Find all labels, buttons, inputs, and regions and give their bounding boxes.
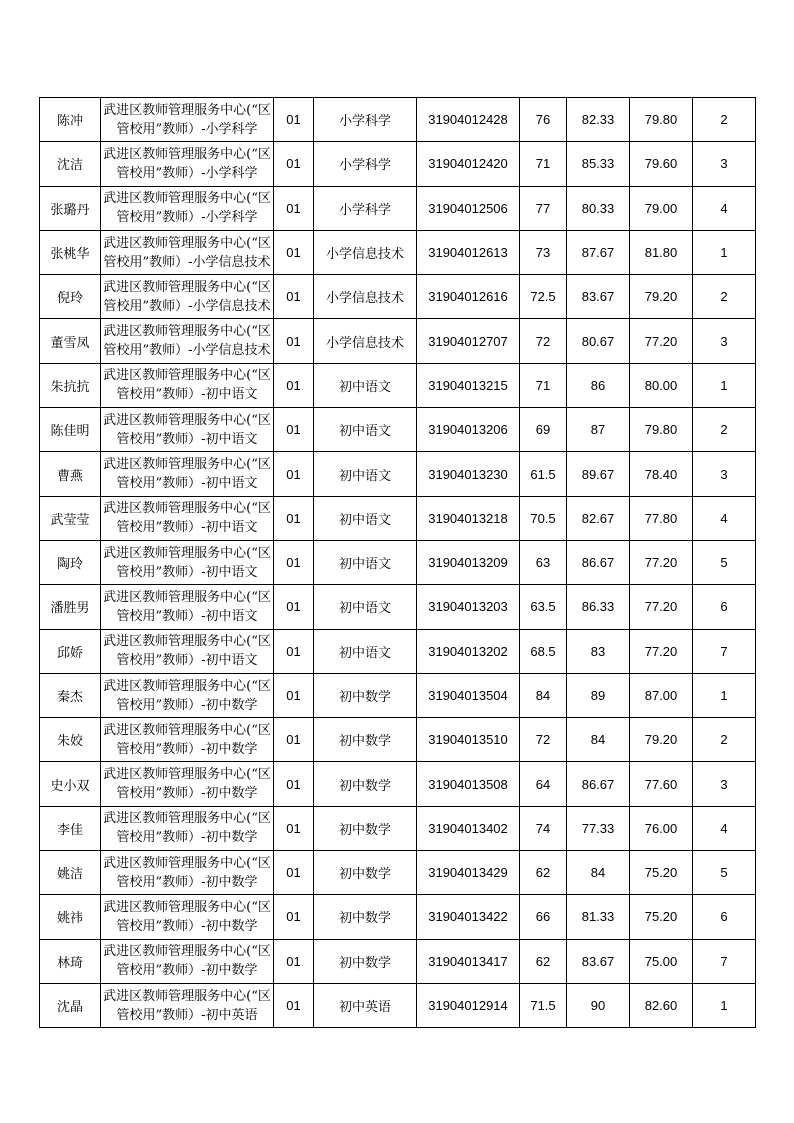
position-code: 01 [274, 806, 314, 850]
position-code: 01 [274, 186, 314, 230]
interview-score: 86.67 [567, 540, 630, 584]
table-row [40, 275, 756, 319]
exam-number: 31904012616 [417, 275, 520, 319]
position-subject: 初中数学 [314, 806, 417, 850]
employer-unit: 武进区教师管理服务中心(“区管校用”教师）-初中数学 [101, 939, 274, 983]
employer-unit: 武进区教师管理服务中心(“区管校用”教师）-初中数学 [101, 762, 274, 806]
rank: 4 [693, 186, 756, 230]
written-score: 71.5 [520, 983, 567, 1027]
employer-unit: 武进区教师管理服务中心(“区管校用”教师）-初中英语 [101, 983, 274, 1027]
exam-number: 31904012707 [417, 319, 520, 363]
position-subject: 初中数学 [314, 673, 417, 717]
position-code: 01 [274, 319, 314, 363]
table-row [40, 851, 756, 895]
position-subject: 初中数学 [314, 718, 417, 762]
candidate-name: 陈冲 [40, 98, 101, 142]
table-row [40, 496, 756, 540]
interview-score: 89.67 [567, 452, 630, 496]
table-row [40, 806, 756, 850]
written-score: 71 [520, 363, 567, 407]
rank: 1 [693, 673, 756, 717]
position-subject: 初中数学 [314, 762, 417, 806]
total-score: 81.80 [630, 230, 693, 274]
total-score: 77.60 [630, 762, 693, 806]
table-row [40, 98, 756, 142]
interview-score: 80.67 [567, 319, 630, 363]
table-row [40, 186, 756, 230]
position-code: 01 [274, 762, 314, 806]
total-score: 79.20 [630, 718, 693, 762]
interview-score: 77.33 [567, 806, 630, 850]
employer-unit: 武进区教师管理服务中心(“区管校用”教师）-小学信息技术 [101, 275, 274, 319]
candidate-name: 张璐丹 [40, 186, 101, 230]
exam-number: 31904012914 [417, 983, 520, 1027]
position-subject: 小学信息技术 [314, 275, 417, 319]
interview-score: 80.33 [567, 186, 630, 230]
exam-number: 31904013218 [417, 496, 520, 540]
position-code: 01 [274, 452, 314, 496]
rank: 5 [693, 851, 756, 895]
position-subject: 小学信息技术 [314, 319, 417, 363]
interview-score: 89 [567, 673, 630, 717]
interview-score: 81.33 [567, 895, 630, 939]
rank: 2 [693, 275, 756, 319]
table-row [40, 629, 756, 673]
rank: 4 [693, 806, 756, 850]
employer-unit: 武进区教师管理服务中心(“区管校用”教师）-初中语文 [101, 496, 274, 540]
candidate-name: 沈晶 [40, 983, 101, 1027]
exam-number: 31904013422 [417, 895, 520, 939]
interview-score: 86.33 [567, 585, 630, 629]
employer-unit: 武进区教师管理服务中心(“区管校用”教师）-初中数学 [101, 895, 274, 939]
written-score: 84 [520, 673, 567, 717]
interview-score: 84 [567, 851, 630, 895]
exam-number: 31904012420 [417, 142, 520, 186]
total-score: 75.20 [630, 895, 693, 939]
candidate-name: 朱姣 [40, 718, 101, 762]
rank: 2 [693, 718, 756, 762]
position-subject: 初中语文 [314, 408, 417, 452]
employer-unit: 武进区教师管理服务中心(“区管校用”教师）-小学科学 [101, 142, 274, 186]
exam-number: 31904012428 [417, 98, 520, 142]
table-row [40, 585, 756, 629]
candidate-name: 姚洁 [40, 851, 101, 895]
rank: 2 [693, 408, 756, 452]
total-score: 75.00 [630, 939, 693, 983]
exam-number: 31904013230 [417, 452, 520, 496]
rank: 5 [693, 540, 756, 584]
employer-unit: 武进区教师管理服务中心(“区管校用”教师）-小学科学 [101, 186, 274, 230]
candidate-name: 沈洁 [40, 142, 101, 186]
position-code: 01 [274, 363, 314, 407]
exam-number: 31904013429 [417, 851, 520, 895]
total-score: 77.20 [630, 585, 693, 629]
candidate-name: 董雪凤 [40, 319, 101, 363]
exam-number: 31904013504 [417, 673, 520, 717]
written-score: 69 [520, 408, 567, 452]
interview-score: 85.33 [567, 142, 630, 186]
candidate-name: 秦杰 [40, 673, 101, 717]
total-score: 80.00 [630, 363, 693, 407]
rank: 7 [693, 629, 756, 673]
position-code: 01 [274, 585, 314, 629]
candidate-name: 史小双 [40, 762, 101, 806]
exam-number: 31904013209 [417, 540, 520, 584]
rank: 1 [693, 983, 756, 1027]
written-score: 74 [520, 806, 567, 850]
position-code: 01 [274, 895, 314, 939]
rank: 3 [693, 762, 756, 806]
position-code: 01 [274, 629, 314, 673]
exam-number: 31904013510 [417, 718, 520, 762]
employer-unit: 武进区教师管理服务中心(“区管校用”教师）-初中语文 [101, 585, 274, 629]
employer-unit: 武进区教师管理服务中心(“区管校用”教师）-小学科学 [101, 98, 274, 142]
rank: 1 [693, 230, 756, 274]
candidate-name: 邱娇 [40, 629, 101, 673]
candidate-name: 朱抗抗 [40, 363, 101, 407]
total-score: 77.80 [630, 496, 693, 540]
employer-unit: 武进区教师管理服务中心(“区管校用”教师）-小学信息技术 [101, 230, 274, 274]
candidate-name: 曹燕 [40, 452, 101, 496]
position-subject: 初中数学 [314, 851, 417, 895]
exam-number: 31904013508 [417, 762, 520, 806]
position-code: 01 [274, 496, 314, 540]
total-score: 79.00 [630, 186, 693, 230]
table-row [40, 452, 756, 496]
employer-unit: 武进区教师管理服务中心(“区管校用”教师）-初中语文 [101, 452, 274, 496]
exam-number: 31904013417 [417, 939, 520, 983]
exam-number: 31904012613 [417, 230, 520, 274]
employer-unit: 武进区教师管理服务中心(“区管校用”教师）-初中数学 [101, 718, 274, 762]
exam-number: 31904013203 [417, 585, 520, 629]
table-row [40, 673, 756, 717]
interview-score: 87.67 [567, 230, 630, 274]
position-subject: 初中数学 [314, 895, 417, 939]
position-code: 01 [274, 718, 314, 762]
position-code: 01 [274, 673, 314, 717]
employer-unit: 武进区教师管理服务中心(“区管校用”教师）-初中数学 [101, 851, 274, 895]
total-score: 82.60 [630, 983, 693, 1027]
table-row [40, 983, 756, 1027]
position-subject: 初中英语 [314, 983, 417, 1027]
candidate-name: 倪玲 [40, 275, 101, 319]
employer-unit: 武进区教师管理服务中心(“区管校用”教师）-小学信息技术 [101, 319, 274, 363]
interview-score: 82.33 [567, 98, 630, 142]
table-body [40, 98, 756, 1028]
employer-unit: 武进区教师管理服务中心(“区管校用”教师）-初中语文 [101, 629, 274, 673]
position-subject: 小学科学 [314, 142, 417, 186]
total-score: 77.20 [630, 319, 693, 363]
position-code: 01 [274, 408, 314, 452]
total-score: 87.00 [630, 673, 693, 717]
employer-unit: 武进区教师管理服务中心(“区管校用”教师）-初中数学 [101, 673, 274, 717]
interview-score: 86 [567, 363, 630, 407]
written-score: 72.5 [520, 275, 567, 319]
exam-number: 31904013402 [417, 806, 520, 850]
position-code: 01 [274, 98, 314, 142]
exam-number: 31904013215 [417, 363, 520, 407]
written-score: 62 [520, 939, 567, 983]
written-score: 76 [520, 98, 567, 142]
candidate-name: 林琦 [40, 939, 101, 983]
position-subject: 初中数学 [314, 939, 417, 983]
interview-score: 83.67 [567, 275, 630, 319]
rank: 6 [693, 895, 756, 939]
exam-number: 31904013202 [417, 629, 520, 673]
written-score: 68.5 [520, 629, 567, 673]
interview-score: 90 [567, 983, 630, 1027]
total-score: 75.20 [630, 851, 693, 895]
candidate-name: 陈佳明 [40, 408, 101, 452]
position-subject: 初中语文 [314, 540, 417, 584]
employer-unit: 武进区教师管理服务中心(“区管校用”教师）-初中语文 [101, 408, 274, 452]
candidate-name: 武莹莹 [40, 496, 101, 540]
position-subject: 小学信息技术 [314, 230, 417, 274]
rank: 3 [693, 452, 756, 496]
written-score: 64 [520, 762, 567, 806]
position-code: 01 [274, 230, 314, 274]
written-score: 73 [520, 230, 567, 274]
written-score: 71 [520, 142, 567, 186]
table-row [40, 939, 756, 983]
interview-score: 83 [567, 629, 630, 673]
candidate-name: 张桃华 [40, 230, 101, 274]
total-score: 76.00 [630, 806, 693, 850]
written-score: 61.5 [520, 452, 567, 496]
written-score: 72 [520, 319, 567, 363]
position-subject: 初中语文 [314, 452, 417, 496]
table-row [40, 895, 756, 939]
position-subject: 初中语文 [314, 496, 417, 540]
rank: 6 [693, 585, 756, 629]
employer-unit: 武进区教师管理服务中心(“区管校用”教师）-初中语文 [101, 540, 274, 584]
position-code: 01 [274, 275, 314, 319]
total-score: 79.80 [630, 408, 693, 452]
table-row [40, 142, 756, 186]
written-score: 62 [520, 851, 567, 895]
rank: 1 [693, 363, 756, 407]
interview-score: 87 [567, 408, 630, 452]
total-score: 79.20 [630, 275, 693, 319]
total-score: 79.60 [630, 142, 693, 186]
candidate-name: 陶玲 [40, 540, 101, 584]
table-row [40, 319, 756, 363]
total-score: 79.80 [630, 98, 693, 142]
written-score: 77 [520, 186, 567, 230]
candidate-name: 潘胜男 [40, 585, 101, 629]
position-code: 01 [274, 851, 314, 895]
total-score: 77.20 [630, 629, 693, 673]
table-row [40, 540, 756, 584]
exam-number: 31904012506 [417, 186, 520, 230]
position-code: 01 [274, 983, 314, 1027]
position-code: 01 [274, 540, 314, 584]
written-score: 70.5 [520, 496, 567, 540]
interview-score: 86.67 [567, 762, 630, 806]
score-table [39, 97, 756, 1028]
employer-unit: 武进区教师管理服务中心(“区管校用”教师）-初中语文 [101, 363, 274, 407]
candidate-name: 李佳 [40, 806, 101, 850]
position-subject: 初中语文 [314, 585, 417, 629]
position-subject: 小学科学 [314, 186, 417, 230]
rank: 2 [693, 98, 756, 142]
written-score: 66 [520, 895, 567, 939]
table-row [40, 408, 756, 452]
written-score: 63 [520, 540, 567, 584]
written-score: 63.5 [520, 585, 567, 629]
rank: 4 [693, 496, 756, 540]
position-subject: 小学科学 [314, 98, 417, 142]
position-subject: 初中语文 [314, 629, 417, 673]
written-score: 72 [520, 718, 567, 762]
interview-score: 82.67 [567, 496, 630, 540]
table-row [40, 230, 756, 274]
interview-score: 84 [567, 718, 630, 762]
rank: 7 [693, 939, 756, 983]
table-row [40, 718, 756, 762]
table-row [40, 363, 756, 407]
total-score: 78.40 [630, 452, 693, 496]
position-code: 01 [274, 142, 314, 186]
candidate-name: 姚祎 [40, 895, 101, 939]
position-code: 01 [274, 939, 314, 983]
total-score: 77.20 [630, 540, 693, 584]
exam-number: 31904013206 [417, 408, 520, 452]
position-subject: 初中语文 [314, 363, 417, 407]
rank: 3 [693, 319, 756, 363]
rank: 3 [693, 142, 756, 186]
employer-unit: 武进区教师管理服务中心(“区管校用”教师）-初中数学 [101, 806, 274, 850]
interview-score: 83.67 [567, 939, 630, 983]
table-row [40, 762, 756, 806]
